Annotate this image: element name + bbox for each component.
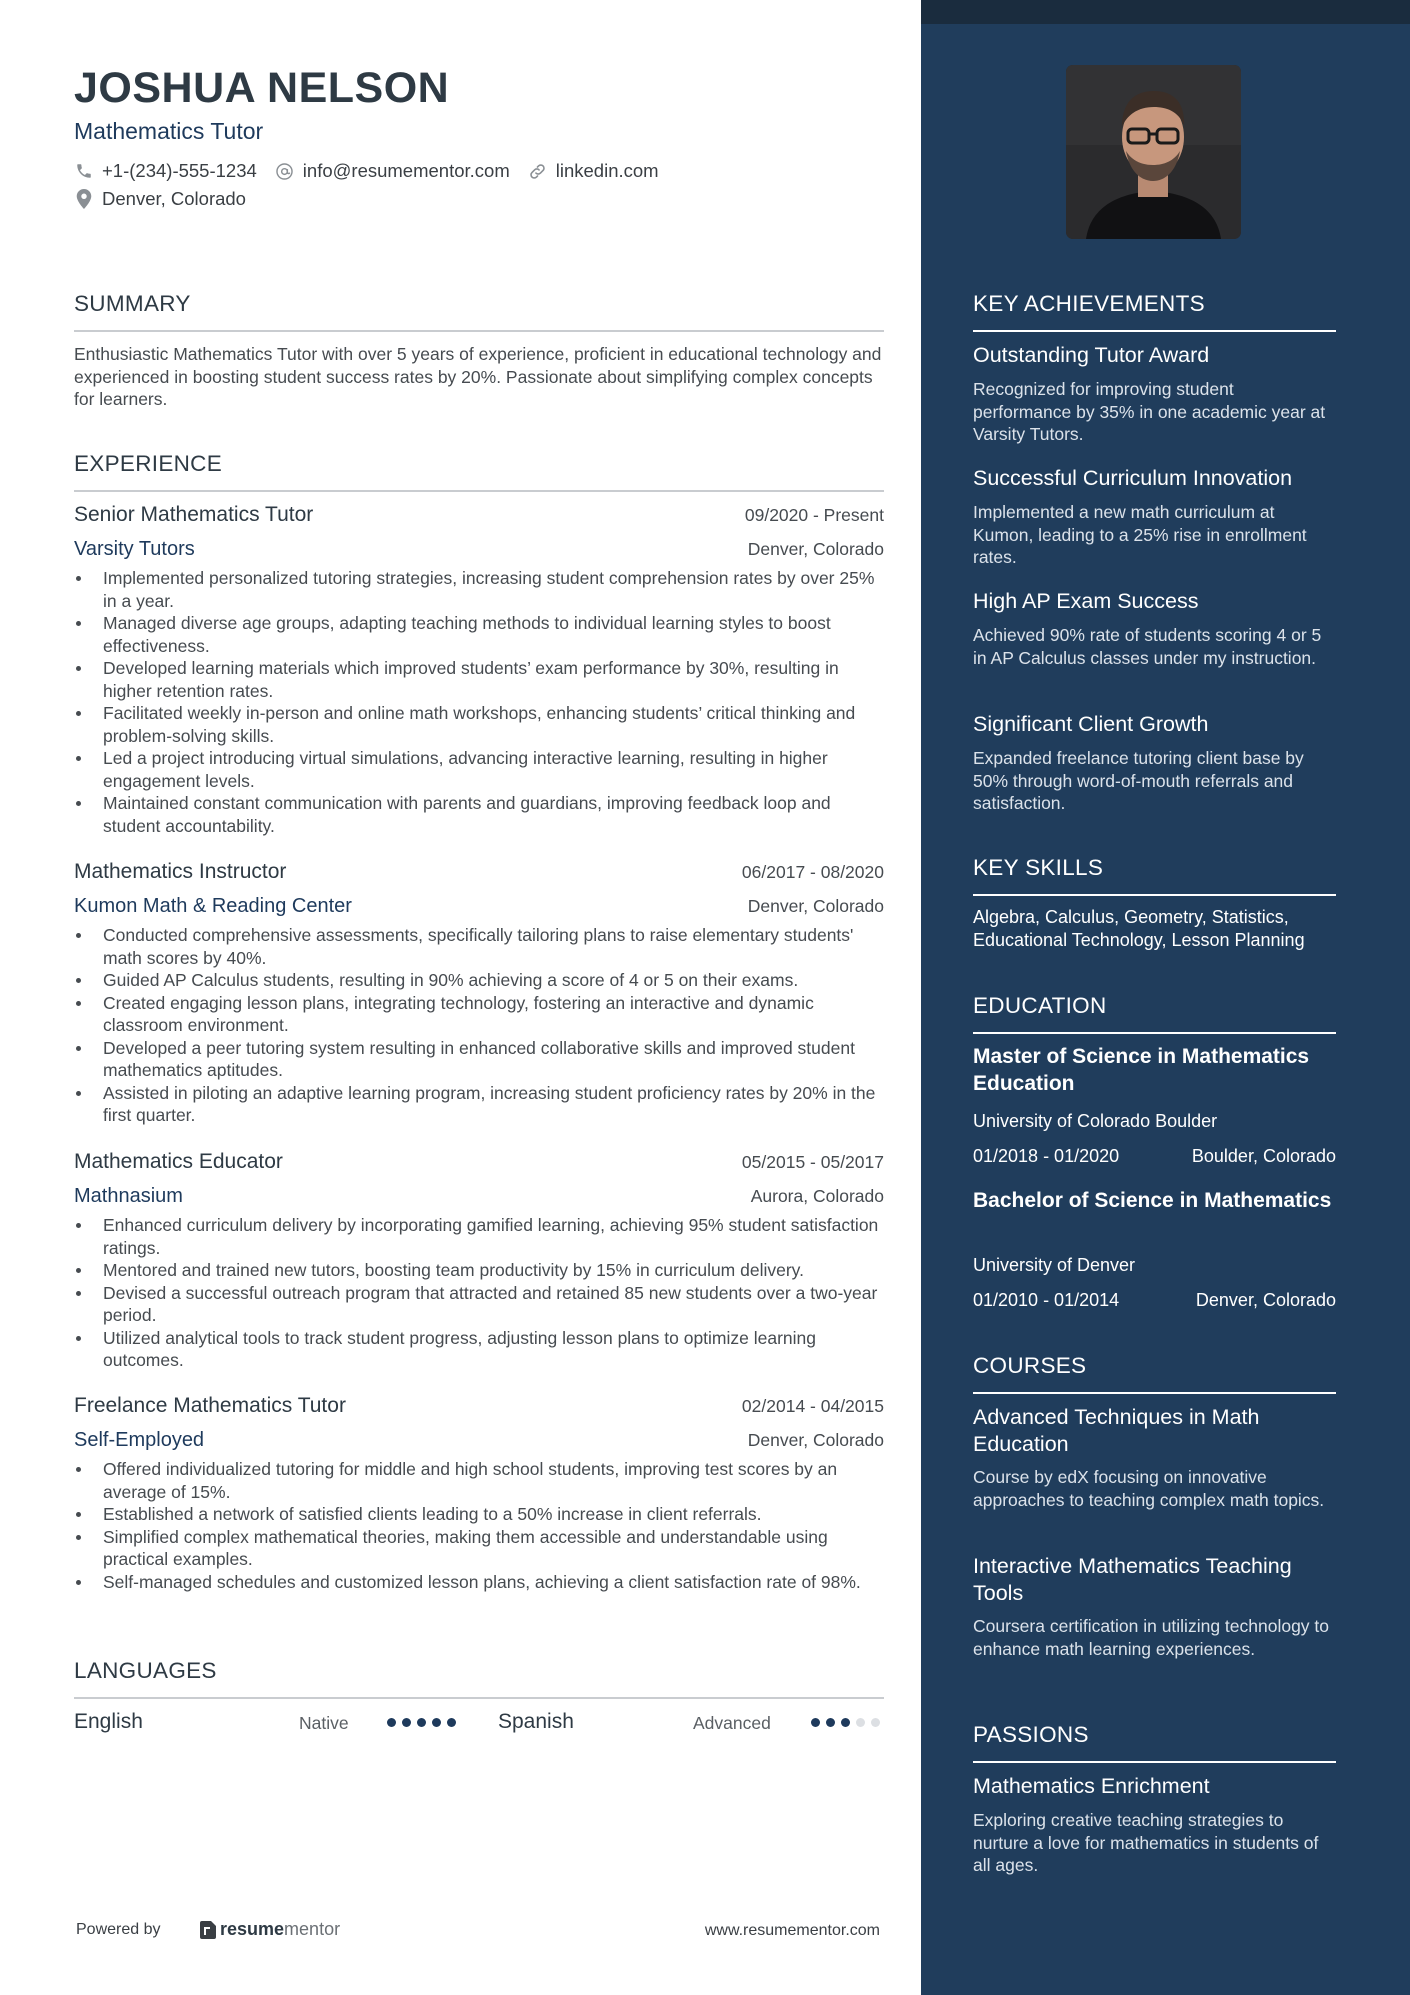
phone-icon	[74, 161, 94, 181]
languages-list	[74, 1710, 884, 1740]
location-text: Denver, Colorado	[102, 188, 246, 209]
sidebar-top-bar	[921, 0, 1410, 24]
achievement-text: Achieved 90% rate of students scoring 4 or 5 in AP Calculus classes under my instruction.	[973, 625, 1322, 668]
achievement-title: Significant Client Growth	[973, 712, 1209, 736]
skills-text: Algebra, Calculus, Geometry, Statistics, Educational Technology, Lesson Planning	[973, 907, 1305, 950]
job-bullet: Self-managed schedules and customized lesson plans, achieving a client satisfaction rate of 98%.	[74, 1571, 884, 1594]
degree-title: Bachelor of Science in Mathematics	[973, 1189, 1332, 1212]
passion-title: Mathematics Enrichment	[973, 1774, 1210, 1798]
job-bullet: Simplified complex mathematical theories, making them accessible and understandable using practical examples.	[74, 1526, 884, 1571]
job-bullet: Established a network of satisfied clients leading to a 50% increase in client referrals.	[74, 1503, 884, 1526]
job-bullet: Guided AP Calculus students, resulting in 90% achieving a score of 4 or 5 on their exams.	[74, 969, 884, 992]
summary-heading: SUMMARY	[74, 291, 884, 332]
phone-contact	[74, 160, 257, 182]
education-dates: 01/2010 - 01/2014	[973, 1290, 1120, 1310]
job-location: Aurora, Colorado	[750, 1186, 884, 1206]
job-entry	[74, 860, 884, 1127]
job-bullet: Mentored and trained new tutors, boosting team productivity by 15% in curriculum delivery.	[74, 1259, 884, 1282]
resumementor-logo[interactable]	[200, 1919, 340, 1940]
job-role: Mathematics Educator	[74, 1150, 283, 1173]
website-link[interactable]: www.resumementor.com	[704, 1922, 880, 1939]
sidebar	[921, 0, 1410, 1995]
rating-dot	[871, 1718, 880, 1727]
language-rating	[811, 1718, 886, 1727]
job-company: Varsity Tutors	[74, 538, 195, 560]
achievement-text: Expanded freelance tutoring client base by 50% through word-of-mouth referrals and satisfaction.	[973, 748, 1304, 813]
location-contact	[74, 188, 246, 210]
language-level: Native	[299, 1713, 349, 1733]
linkedin-text: linkedin.com	[555, 160, 659, 181]
resumementor-logo-icon	[200, 1921, 216, 1939]
education-dates: 01/2018 - 01/2020	[973, 1146, 1120, 1166]
job-bullet: Created engaging lesson plans, integrating technology, fostering an interactive and dynamic classroom environment.	[74, 992, 884, 1037]
education-meta	[973, 1290, 1336, 1311]
at-icon	[275, 161, 295, 181]
email-text: info@resumementor.com	[302, 160, 510, 181]
courses-heading: COURSES	[973, 1353, 1336, 1394]
job-bullets	[74, 1458, 884, 1593]
footer	[76, 1919, 880, 1943]
job-entry	[74, 503, 884, 837]
rating-dot	[447, 1718, 456, 1727]
phone-text: +1-(234)-555-1234	[102, 160, 257, 181]
languages-heading: LANGUAGES	[74, 1658, 884, 1699]
achievement-title: Successful Curriculum Innovation	[973, 466, 1293, 490]
job-dates: 02/2014 - 04/2015	[741, 1396, 884, 1416]
job-bullet: Led a project introducing virtual simulations, advancing interactive learning, resulting in higher engagement levels.	[74, 747, 884, 792]
job-bullet: Implemented personalized tutoring strategies, increasing student comprehension rates by over 25% in a year.	[74, 567, 884, 612]
degree-title: Master of Science in Mathematics Education	[973, 1045, 1310, 1095]
job-bullet: Offered individualized tutoring for middle and high school students, improving test scores by an average of 15%.	[74, 1458, 884, 1503]
job-bullets	[74, 567, 884, 837]
job-location: Denver, Colorado	[747, 896, 884, 916]
job-dates: 09/2020 - Present	[744, 505, 884, 525]
rating-dot	[826, 1718, 835, 1727]
job-location: Denver, Colorado	[747, 1430, 884, 1450]
rating-dot	[856, 1718, 865, 1727]
job-entry	[74, 1394, 884, 1593]
education-location: Boulder, Colorado	[1191, 1146, 1336, 1166]
language-rating	[387, 1718, 462, 1727]
job-bullet: Maintained constant communication with parents and guardians, improving feedback loop and student accountability.	[74, 792, 884, 837]
location-pin-icon	[74, 189, 94, 209]
job-bullet: Devised a successful outreach program that attracted and retained 85 new students over a two-year period.	[74, 1282, 884, 1327]
job-bullets	[74, 924, 884, 1127]
course-title: Interactive Mathematics Teaching Tools	[973, 1554, 1292, 1605]
rating-dot	[811, 1718, 820, 1727]
link-icon	[528, 161, 548, 181]
job-company: Kumon Math & Reading Center	[74, 895, 352, 917]
job-role: Senior Mathematics Tutor	[74, 503, 314, 526]
job-location: Denver, Colorado	[747, 539, 884, 559]
linkedin-contact[interactable]	[528, 160, 659, 182]
course-text: Course by edX focusing on innovative approaches to teaching complex math topics.	[973, 1467, 1325, 1510]
job-bullets	[74, 1214, 884, 1372]
language-level: Advanced	[693, 1713, 771, 1733]
job-bullet: Enhanced curriculum delivery by incorporating gamified learning, achieving 95% student satisfaction ratings.	[74, 1214, 884, 1259]
profile-photo	[1066, 65, 1241, 239]
job-role: Freelance Mathematics Tutor	[74, 1394, 346, 1417]
job-dates: 06/2017 - 08/2020	[741, 862, 884, 882]
achievement-title: High AP Exam Success	[973, 589, 1199, 613]
job-company: Self-Employed	[74, 1429, 205, 1451]
logo-text-bold: resume	[220, 1919, 285, 1939]
logo-text-light: mentor	[284, 1919, 341, 1939]
location-row	[74, 188, 264, 210]
rating-dot	[432, 1718, 441, 1727]
school-name: University of Colorado Boulder	[973, 1111, 1218, 1131]
language-name: English	[74, 1710, 143, 1733]
job-bullet: Developed learning materials which improved students’ exam performance by 30%, resulting in higher retention rates.	[74, 657, 884, 702]
candidate-title: Mathematics Tutor	[74, 118, 264, 144]
contact-row	[74, 160, 677, 182]
achievements-heading: KEY ACHIEVEMENTS	[973, 291, 1336, 332]
job-entry	[74, 1150, 884, 1372]
job-bullet: Conducted comprehensive assessments, specifically tailoring plans to raise elementary students' math scores by 40%.	[74, 924, 884, 969]
candidate-name: JOSHUA NELSON	[74, 64, 450, 112]
school-name: University of Denver	[973, 1255, 1136, 1275]
achievement-title: Outstanding Tutor Award	[973, 343, 1210, 367]
achievement-text: Recognized for improving student performance by 35% in one academic year at Varsity Tutors.	[973, 379, 1326, 444]
rating-dot	[841, 1718, 850, 1727]
language-name: Spanish	[498, 1710, 574, 1733]
education-heading: EDUCATION	[973, 993, 1336, 1034]
course-title: Advanced Techniques in Math Education	[973, 1405, 1260, 1456]
job-dates: 05/2015 - 05/2017	[741, 1152, 884, 1172]
education-meta	[973, 1146, 1336, 1167]
job-bullet: Assisted in piloting an adaptive learning program, increasing student proficiency rates by 20% in the first quarter.	[74, 1082, 884, 1127]
experience-heading: EXPERIENCE	[74, 451, 884, 492]
job-role: Mathematics Instructor	[74, 860, 287, 883]
summary-text: Enthusiastic Mathematics Tutor with over 5 years of experience, proficient in educational technology and experienced in boosting student success rates by 20%. Passionate about simplifying complex concepts for learners.	[74, 344, 882, 409]
rating-dot	[387, 1718, 396, 1727]
job-company: Mathnasium	[74, 1185, 183, 1207]
rating-dot	[417, 1718, 426, 1727]
job-bullet: Developed a peer tutoring system resulting in enhanced collaborative skills and improved student mathematics aptitudes.	[74, 1037, 884, 1082]
job-bullet: Utilized analytical tools to track student progress, adjusting lesson plans to optimize learning outcomes.	[74, 1327, 884, 1372]
job-bullet: Facilitated weekly in-person and online math workshops, enhancing students’ critical thinking and problem-solving skills.	[74, 702, 884, 747]
achievement-text: Implemented a new math curriculum at Kumon, leading to a 25% rise in enrollment rates.	[973, 502, 1307, 567]
rating-dot	[402, 1718, 411, 1727]
course-text: Coursera certification in utilizing technology to enhance math learning experiences.	[973, 1616, 1330, 1659]
powered-by-label: Powered by	[76, 1921, 161, 1938]
email-contact[interactable]	[275, 160, 510, 182]
passion-text: Exploring creative teaching strategies to nurture a love for mathematics in students of all ages.	[973, 1810, 1319, 1875]
education-location: Denver, Colorado	[1195, 1290, 1336, 1310]
job-bullet: Managed diverse age groups, adapting teaching methods to individual learning styles to boost effectiveness.	[74, 612, 884, 657]
skills-heading: KEY SKILLS	[973, 855, 1336, 896]
passions-heading: PASSIONS	[973, 1722, 1336, 1763]
